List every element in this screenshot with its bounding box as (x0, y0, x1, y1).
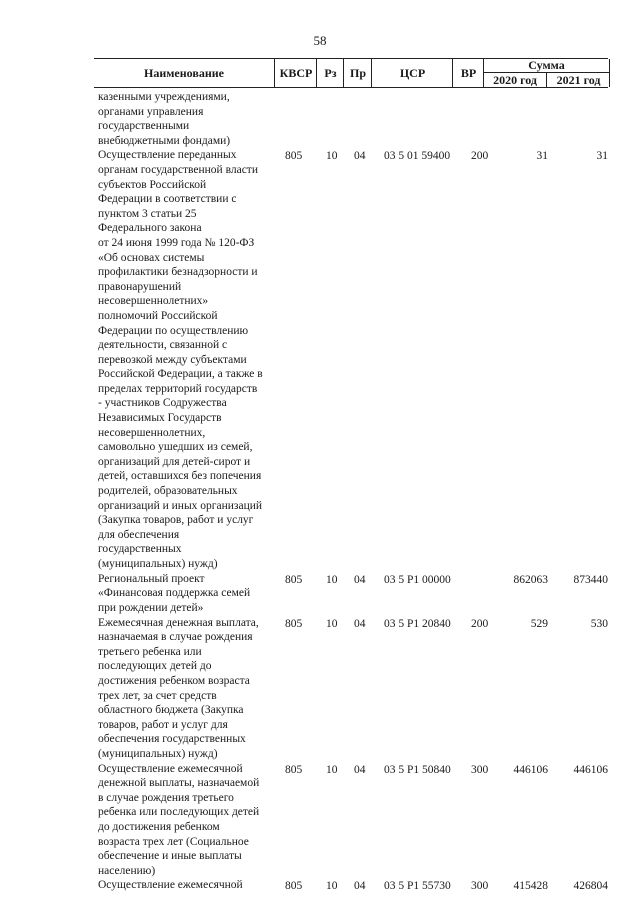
row-name-line: Российской Федерации, а также в (98, 368, 263, 381)
row-name-line: организаций для детей-сирот и (98, 455, 251, 468)
row-name-line: (муниципальных) нужд) (98, 558, 218, 571)
row-name (98, 90, 273, 148)
row-name-line: товаров, работ и услуг для (98, 718, 228, 731)
header-pr: Пр (343, 59, 372, 87)
row-name-line: от 24 июня 1999 года № 120-ФЗ (98, 236, 255, 249)
row-sum-2021: 426804 (573, 880, 608, 893)
row-sum-2020: 446106 (513, 763, 548, 776)
row-name-line: назначаемая в случае рождения (98, 631, 253, 644)
row-rz: 10 (326, 617, 338, 630)
row-name-line: в случае рождения третьего (98, 791, 234, 804)
row-csr: 03 5 01 59400 (384, 150, 451, 163)
row-name-line: правонарушений (98, 280, 182, 293)
row-name-line: достижения ребенком возраста (98, 674, 250, 687)
row-sum-2020: 415428 (513, 880, 548, 893)
row-pr: 04 (354, 617, 366, 630)
row-name-line: последующих детей до (98, 660, 212, 673)
row-sum-2021: 31 (596, 150, 608, 163)
row-name-line: Осуществление переданных (98, 149, 237, 162)
row-name-line: деятельности, связанной с (98, 339, 228, 352)
row-vr: 300 (471, 880, 489, 893)
row-pr: 04 (354, 573, 366, 586)
row-name-line: возраста трех лет (Социальное (98, 835, 249, 848)
row-vr: 200 (471, 150, 489, 163)
row-name-line: организаций и иных организаций (98, 499, 263, 512)
row-name-line: государственных (98, 543, 182, 556)
page-number: 58 (313, 33, 327, 48)
row-name-line: Региональный проект (98, 572, 205, 585)
row-sum-2020: 31 (536, 150, 548, 163)
row-kvsr: 805 (285, 150, 303, 163)
row-name-line: Ежемесячная денежная выплата, (98, 616, 259, 629)
row-kvsr: 805 (285, 763, 303, 776)
row-name-line: при рождении детей» (98, 601, 204, 614)
row-name-line: Осуществление ежемесячной (98, 762, 243, 775)
row-name-line: (муниципальных) нужд) (98, 747, 218, 760)
row-name (98, 148, 273, 571)
row-name-line: трех лет, за счет средств (98, 689, 217, 702)
row-name-line: ребенка или последующих детей (98, 806, 260, 819)
row-name-line: «Об основах системы (98, 251, 205, 264)
row-name-line: органам государственной власти (98, 163, 258, 176)
row-name-line: - участников Содружества (98, 397, 227, 410)
row-rz: 10 (326, 150, 338, 163)
row-sum-2020: 862063 (513, 573, 548, 586)
row-name-line: несовершеннолетних, (98, 426, 206, 439)
header-vr: ВР (452, 59, 484, 87)
row-vr: 200 (471, 617, 489, 630)
row-name-line: Независимых Государств (98, 412, 222, 425)
row-name-line: казенными учреждениями, (98, 91, 230, 103)
row-kvsr: 805 (285, 573, 303, 586)
row-name (98, 572, 273, 616)
header-year-2020: 2020 год (493, 72, 537, 87)
row-name-line: субъектов Российской (98, 178, 207, 191)
row-csr: 03 5 P1 55730 (384, 880, 451, 893)
row-name-line: профилактики безнадзорности и (98, 266, 258, 279)
row-sum-2021: 873440 (573, 573, 608, 586)
row-name (98, 878, 273, 893)
row-name-line: полномочий Российской (98, 309, 218, 322)
row-name-line: для обеспечения (98, 528, 180, 541)
header-sum (483, 59, 610, 87)
row-name-line: несовершеннолетних» (98, 295, 209, 308)
row-name-line: перевозкой между субъектами (98, 353, 247, 366)
header-rz: Рз (316, 59, 344, 87)
header-name: Наименование (144, 65, 224, 80)
row-name-line: детей, оставшихся без попечения (98, 470, 262, 483)
row-name-line: государственными (98, 120, 190, 133)
row-name-line: Федерации по осуществлению (98, 324, 249, 337)
row-name-line: Федерации в соответствии с (98, 193, 237, 206)
header-sum-title: Сумма (484, 59, 609, 73)
row-pr: 04 (354, 880, 366, 893)
row-pr: 04 (354, 763, 366, 776)
row-name (98, 616, 273, 762)
row-name-line: Осуществление ежемесячной (98, 879, 243, 892)
row-name-line: «Финансовая поддержка семей (98, 587, 251, 600)
row-csr: 03 5 P1 20840 (384, 617, 451, 630)
row-rz: 10 (326, 880, 338, 893)
row-name-line: Федерального закона (98, 222, 202, 235)
row-pr: 04 (354, 150, 366, 163)
row-name-line: до достижения ребенком (98, 820, 220, 833)
row-name-line: третьего ребенка или (98, 645, 202, 658)
row-rz: 10 (326, 763, 338, 776)
header-csr: ЦСР (371, 59, 453, 87)
row-rz: 10 (326, 573, 338, 586)
row-name-line: областного бюджета (Закупка (98, 704, 244, 717)
row-kvsr: 805 (285, 880, 303, 893)
row-name-line: родителей, образовательных (98, 485, 238, 498)
header-kvsr: КВСР (274, 59, 317, 87)
row-kvsr: 805 (285, 617, 303, 630)
row-name-line: денежной выплаты, назначаемой (98, 777, 260, 790)
row-name-line: населению) (98, 864, 156, 877)
row-name-line: обеспечение и иные выплаты (98, 850, 242, 863)
row-csr: 03 5 P1 00000 (384, 573, 451, 586)
row-name-line: самовольно ушедших из семей, (98, 441, 253, 454)
row-name (98, 762, 273, 879)
row-name-line: внебюджетными фондами) (98, 134, 231, 147)
row-name-line: органами управления (98, 105, 204, 118)
row-vr: 300 (471, 763, 489, 776)
header-year-2021: 2021 год (546, 73, 610, 87)
row-sum-2021: 446106 (573, 763, 608, 776)
row-name-line: пределах территорий государств (98, 382, 258, 395)
row-sum-2021: 530 (590, 617, 608, 630)
row-csr: 03 5 P1 50840 (384, 763, 451, 776)
row-sum-2020: 529 (530, 617, 548, 630)
row-name-line: обеспечения государственных (98, 733, 246, 746)
row-name-line: пунктом 3 статьи 25 (98, 207, 197, 220)
table-header (94, 58, 608, 88)
row-name-line: (Закупка товаров, работ и услуг (98, 514, 254, 527)
